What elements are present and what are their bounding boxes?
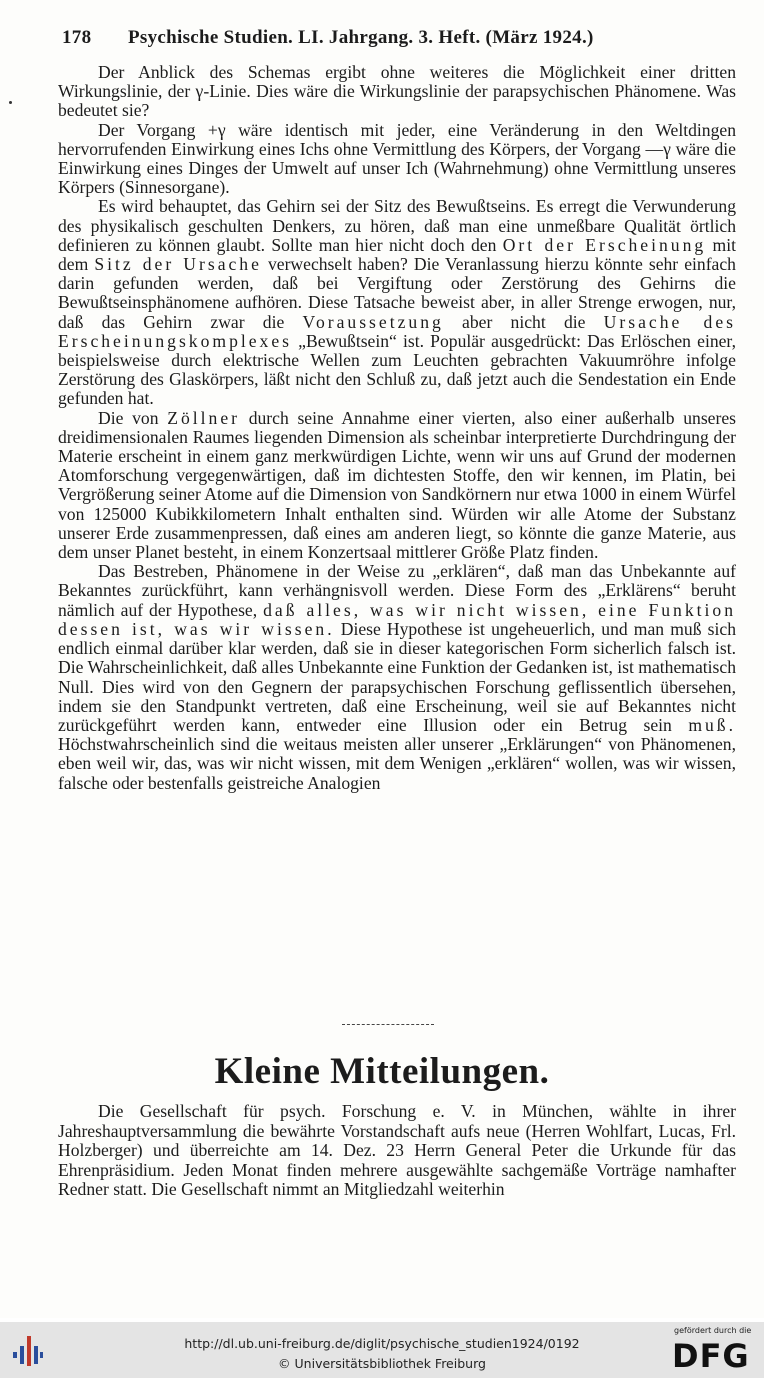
scan-speck: [9, 101, 12, 104]
paragraph: [58, 1102, 736, 1200]
spaced-emphasis: Ort der Erscheinung: [502, 234, 707, 255]
paragraph: [58, 409, 736, 563]
spaced-emphasis: daß alles, was wir nicht wissen, eine Funktion dessen ist, was wir wissen.: [58, 599, 736, 639]
paragraph-text: Der Vorgang +γ wäre identisch mit jeder, eine Veränderung in den Weltdingen hervorrufenden Einwirkung eines Ichs ohne Vermittlung des Körpers, der Vorgang —γ wäre die Einwirkung eines Dinges der Umwelt auf unser Ich (Wahrnehmung) ohne Vermittlung unseres Körpers (Sinnesorgane).: [58, 119, 736, 198]
spaced-emphasis: Voraussetzung: [302, 311, 444, 332]
section-heading: Kleine Mitteilungen.: [214, 1051, 550, 1092]
paragraph-text: mit dem: [58, 234, 736, 275]
paragraph-text: Das Bestreben, Phänomene in der Weise zu „erklären“, daß man das Unbekannte auf Bekanntes zurückführt, kann verhängnisvoll werden. Diese Form des „Erklärens“ beruht nämlich auf der Hypothese,: [58, 561, 736, 620]
spaced-emphasis: Ursache des Erscheinungskomplexes: [58, 311, 736, 351]
section-divider: [342, 1024, 434, 1027]
funder-block: [670, 1326, 760, 1376]
copyright-notice: © Universitätsbibliothek Freiburg: [278, 1356, 486, 1371]
spaced-emphasis: muß.: [688, 714, 736, 735]
spaced-emphasis: Sitz der Ursache: [94, 254, 262, 275]
paragraph: [58, 197, 736, 408]
paragraph: [58, 562, 736, 792]
paragraph-text: verwechselt haben? Die Veranlassung hierzu könnte sehr einfach darin gefunden werden, daß bei Vergiftung oder Zerstörung des Gehirns die Bewußtseinsphänomene aufhören. Diese Tatsache beweist aber, in aller Strenge erwogen, nur, daß das Gehirn zwar die: [58, 254, 736, 332]
paragraph-text: Diese Hypothese ist ungeheuerlich, und man muß sich endlich einmal darüber klar werden, daß sie in dieser kategorischen Form sicherlich falsch ist. Die Wahrscheinlichkeit, daß alles Unbekannte eine Funktion der Gedanken ist, ist mathematisch Null. Dies wird von den Gegnern der parapsychischen Forschung geflissentlich übersehen, indem sie den Standpunkt vertreten, daß eine Erscheinung, weil sie auf Bekanntes nicht zurückgeführt werden kann, entweder eine Illusion oder ein Betrug sein: [58, 618, 736, 735]
paragraph-text: durch seine Annahme einer vierten, also einer außerhalb unseres dreidimensionalen Raumes liegenden Dimension als scheinbar interpretierte Durchdringung der Materie erscheint in einem ganz merkwürdigen Lichte, wenn wir uns auf Grund der modernen Atomforschung vergegenwärtigen, daß im dichtesten Stoffe, den wir kennen, im Platin, bei Vergrößerung seiner Atome auf die Dimension von Sandkörnern nur etwa 1000 in einem Würfel von 125000 Kubikkilometern Inhalt enthalten sind. Würden wir alle Atome der Substanz unserer Erde zusammenpressen, daß eines am anderen liegt, so könnte die ganze Materie, aus dem unser Planet besteht, in einem Konzertsaal mittlerer Größe Platz finden.: [58, 407, 737, 563]
paragraph-text: „Bewußtsein“ ist. Populär ausgedrückt: Das Erlöschen einer, beispielsweise durch elektrische Wellen zum Leuchten gebrachten Vakuumröhre infolge Zerstörung des Glaskörpers, läßt nicht den Schluß zu, daß jetzt auch die Sendestation ein Ende gefunden hat.: [58, 330, 736, 409]
paragraph-text: Der Anblick des Schemas ergibt ohne weiteres die Möglichkeit einer dritten Wirkungslinie, der γ-Linie. Dies wäre die Wirkungslinie der parapsychischen Phänomene. Was bedeutet sie?: [58, 62, 736, 121]
viewer-footer: [0, 1322, 764, 1378]
permalink-url[interactable]: http://dl.ub.uni-freiburg.de/diglit/psychische_studien1924/0192: [184, 1336, 580, 1351]
article-body: [58, 63, 736, 793]
funding-caption: gefördert durch die: [674, 1326, 752, 1335]
paragraph: [58, 63, 736, 121]
paragraph: [58, 121, 736, 198]
paragraph-text: Die Gesellschaft für psych. Forschung e. V. in München, wählte in ihrer Jahreshauptversammlung die bewährte Vorstandschaft aufs neue (Herren Wohlfart, Lucas, Frl. Holzberger) und überreichte am 14. Dez. 23 Herrn General Peter die Urkunde für das Ehrenpräsidium. Jeden Monat finden mehrere ausgewählte sachgemäße Vorträge namhafter Redner statt. Die Gesellschaft nimmt an Mitgliedzahl weiterhin: [58, 1101, 736, 1200]
running-title: Psychische Studien. LI. Jahrgang. 3. Heft. (März 1924.): [128, 27, 594, 48]
section-body: [58, 1102, 736, 1200]
paragraph-text: Höchstwahrscheinlich sind die weitaus meisten aller unserer „Erklärungen“ von Phänomenen, eben weil wir, das, was wir nicht wissen, mit dem Wenigen „erklären“ wollen, was wir wissen, falsche oder bestenfalls geistreiche Analogien: [58, 734, 736, 793]
paragraph-text: Die von: [98, 407, 168, 428]
page-number: 178: [62, 27, 92, 48]
spaced-emphasis: Zöllner: [167, 407, 240, 428]
dfg-logo: DFG: [672, 1337, 750, 1375]
paragraph-text: aber nicht die: [443, 311, 604, 332]
paragraph-text: Es wird behauptet, das Gehirn sei der Sitz des Bewußtseins. Es erregt die Verwunderung des physikalisch geschulten Denkers, zu hören, daß man eine unmeßbare Qualität örtlich definieren zu können glaubt. Sollte man hier nicht doch den: [58, 196, 736, 255]
running-header: [62, 26, 736, 50]
